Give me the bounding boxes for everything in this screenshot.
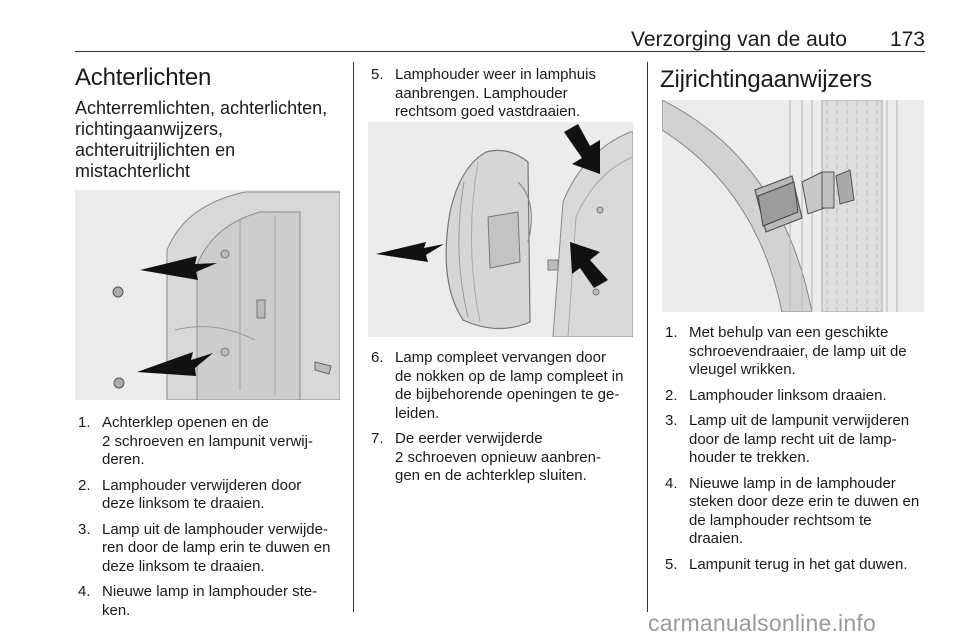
step-text: 2 schroeven opnieuw aanbren-: [395, 448, 601, 466]
list-item: [368, 349, 636, 423]
step-number: 4.: [665, 474, 678, 492]
step-text: houder te trekken.: [689, 449, 810, 466]
subheading-line: richtingaanwijzers,: [75, 119, 224, 139]
section-heading: Zijrichtingaanwijzers: [660, 66, 872, 93]
list-item: [662, 387, 932, 406]
chapter-title: Verzorging van de auto: [631, 28, 847, 51]
step-text: rechtsom goed vastdraaien.: [395, 103, 581, 120]
list-item: [662, 324, 932, 380]
step-number: 1.: [665, 324, 678, 341]
step-text: Nieuwe lamp in lamphouder ste-: [102, 583, 318, 600]
step-text: ken.: [102, 601, 131, 619]
step-number: 2.: [78, 476, 91, 494]
left-column: [75, 64, 340, 182]
list-item: [368, 66, 636, 122]
step-text: deze linksom te draaien.: [102, 495, 265, 512]
header-rule: [75, 51, 925, 52]
step-text: de bijbehorende openingen te ge-: [395, 386, 620, 403]
page-header: [75, 28, 925, 52]
page-number: 173: [889, 28, 925, 51]
list-item: [75, 477, 345, 514]
right-column: [660, 66, 925, 94]
step-text: door de lamp recht uit de lamp-: [689, 430, 897, 448]
list-item: [662, 556, 932, 575]
subheading-line: Achterremlichten, achterlichten,: [75, 98, 328, 118]
list-item: [662, 475, 932, 549]
left-steps-list: [75, 414, 345, 627]
step-number: 2.: [665, 386, 678, 404]
step-text: deren.: [102, 451, 145, 468]
step-text: Lamphouder verwijderen door: [102, 476, 302, 494]
step-text: deze linksom te draaien.: [102, 557, 265, 575]
step-text: draaien.: [689, 530, 744, 547]
step-text: steken door deze erin te duwen en: [689, 493, 920, 510]
step-text: Lamphouder weer in lamphuis: [395, 66, 596, 83]
step-number: 5.: [371, 66, 384, 83]
rear-light-svg: [75, 190, 340, 400]
step-text: ren door de lamp erin te duwen en: [102, 539, 331, 556]
rear-light-illustration: [75, 190, 340, 400]
list-item: [75, 583, 345, 620]
step-text: leiden.: [395, 404, 440, 422]
step-text: de nokken op de lamp compleet in: [395, 367, 624, 385]
step-text: schroevendraaier, de lamp uit de: [689, 342, 907, 360]
lamp-housing-illustration: [368, 122, 633, 337]
step-text: De eerder verwijderde: [395, 430, 543, 447]
step-number: 6.: [371, 349, 384, 366]
list-item: [368, 430, 636, 486]
step-text: Lamp uit de lampunit verwijderen: [689, 412, 910, 429]
step-number: 7.: [371, 430, 384, 447]
list-item: [75, 521, 345, 577]
side-indicator-illustration: [662, 100, 924, 312]
column-divider-1: [353, 62, 354, 612]
step-number: 5.: [665, 555, 678, 573]
side-indicator-svg: [662, 100, 924, 312]
step-text: Lamp uit de lamphouder verwijde-: [102, 520, 328, 538]
list-item: [75, 414, 345, 470]
section-heading: Achterlichten: [75, 64, 212, 91]
step-text: aanbrengen. Lamphouder: [395, 84, 568, 102]
list-item: [662, 412, 932, 468]
middle-steps-bottom: [368, 349, 636, 493]
step-number: 4.: [78, 583, 91, 600]
step-number: 3.: [665, 412, 678, 429]
middle-steps-top: [368, 66, 636, 129]
subheading-line: mistachterlicht: [75, 161, 191, 181]
step-text: de lamphouder rechtsom te: [689, 511, 872, 529]
section-subheading: [75, 98, 340, 182]
subheading-line: achteruitrijlichten en: [75, 140, 236, 160]
step-number: 3.: [78, 520, 91, 538]
step-text: 2 schroeven en lampunit verwij-: [102, 432, 313, 450]
step-text: Achterklep openen en de: [102, 414, 269, 431]
step-text: vleugel wrikken.: [689, 361, 796, 378]
step-number: 1.: [78, 414, 91, 431]
step-text: Nieuwe lamp in de lamphouder: [689, 474, 896, 492]
column-divider-2: [647, 62, 648, 612]
lamp-housing-svg: [368, 122, 633, 337]
step-text: Met behulp van een geschikte: [689, 324, 889, 341]
right-steps-list: [662, 324, 932, 581]
step-text: Lamp compleet vervangen door: [395, 349, 606, 366]
step-text: gen en de achterklep sluiten.: [395, 467, 587, 484]
watermark: carmanualsonline.info: [648, 610, 876, 636]
step-text: Lamphouder linksom draaien.: [689, 386, 887, 404]
step-text: Lampunit terug in het gat duwen.: [689, 555, 908, 573]
